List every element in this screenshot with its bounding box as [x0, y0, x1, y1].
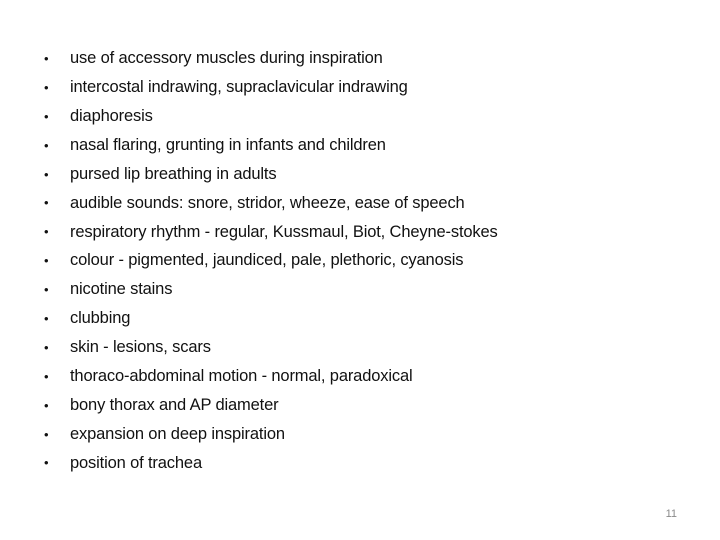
bullet-icon: • — [44, 282, 49, 298]
list-item-text: diaphoresis — [70, 106, 153, 125]
list-item — [44, 304, 498, 333]
list-item-text: colour - pigmented, jaundiced, pale, plethoric, cyanosis — [70, 251, 464, 270]
list-item — [44, 391, 498, 420]
bullet-icon: • — [44, 195, 49, 211]
list-item — [44, 333, 498, 362]
bullet-icon: • — [44, 224, 49, 240]
list-item — [44, 102, 498, 131]
list-item-text: nicotine stains — [70, 280, 173, 299]
list-item-text: audible sounds: snore, stridor, wheeze, ease of speech — [70, 193, 465, 212]
list-item-text: thoraco-abdominal motion - normal, paradoxical — [70, 366, 413, 385]
list-item-text: expansion on deep inspiration — [70, 424, 285, 443]
list-item — [44, 362, 498, 391]
bullet-icon: • — [44, 368, 49, 384]
bullet-icon: • — [44, 455, 49, 471]
list-item — [44, 160, 498, 189]
list-item-text: skin - lesions, scars — [70, 338, 211, 357]
bullet-icon: • — [44, 339, 49, 355]
bullet-icon: • — [44, 50, 49, 66]
list-item — [44, 44, 498, 73]
list-item — [44, 188, 498, 217]
bullet-list — [44, 44, 498, 477]
list-item — [44, 448, 498, 477]
list-item-text: intercostal indrawing, supraclavicular indrawing — [70, 78, 408, 97]
list-item — [44, 420, 498, 449]
list-item — [44, 246, 498, 275]
bullet-icon: • — [44, 79, 49, 95]
list-item-text: bony thorax and AP diameter — [70, 395, 279, 414]
bullet-icon: • — [44, 310, 49, 326]
list-item — [44, 73, 498, 102]
list-item-text: pursed lip breathing in adults — [70, 164, 277, 183]
bullet-icon: • — [44, 108, 49, 124]
list-item — [44, 131, 498, 160]
bullet-icon: • — [44, 426, 49, 442]
list-item-text: position of trachea — [70, 453, 202, 472]
bullet-icon: • — [44, 253, 49, 269]
list-item-text: use of accessory muscles during inspiration — [70, 49, 383, 68]
list-item-text: clubbing — [70, 309, 131, 328]
list-item-text: respiratory rhythm - regular, Kussmaul, Biot, Cheyne-stokes — [70, 222, 498, 241]
bullet-icon: • — [44, 166, 49, 182]
bullet-icon: • — [44, 137, 49, 153]
list-item-text: nasal flaring, grunting in infants and children — [70, 135, 386, 154]
list-item — [44, 217, 498, 246]
bullet-icon: • — [44, 397, 49, 413]
list-item — [44, 275, 498, 304]
page-number: 11 — [665, 508, 677, 520]
